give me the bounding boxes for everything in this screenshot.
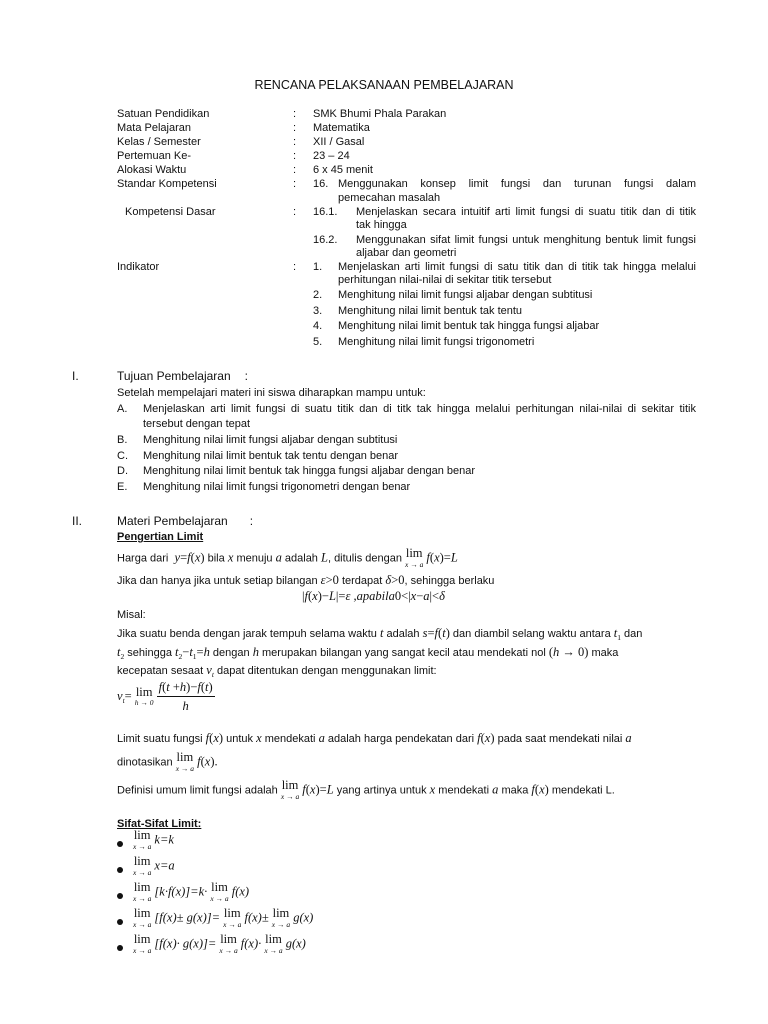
tujuan-text-cont: tersebut dengan tepat — [143, 418, 251, 430]
kd-number: 16.1. — [313, 206, 338, 218]
math: ( — [480, 731, 485, 745]
section-number: I. — [72, 369, 79, 383]
math: x=a — [154, 858, 175, 873]
math: − — [416, 589, 424, 603]
math: ( — [209, 731, 214, 745]
text-span: merupakan bilangan yang sangat kecil atau mendekati nol — [262, 647, 546, 659]
math: x — [227, 550, 234, 565]
math: x — [484, 731, 491, 745]
math: t — [613, 626, 618, 640]
math: f(x)± — [244, 910, 269, 925]
math: k=k — [154, 832, 174, 847]
math: t — [175, 645, 179, 659]
indikator-text: Menghitung nilai limit bentuk tak tentu — [338, 305, 523, 317]
math: = — [196, 645, 204, 659]
info-value: Matematika — [313, 122, 370, 134]
text-span: mendekati L. — [551, 784, 615, 797]
math: ( — [308, 589, 313, 603]
math: >0 — [325, 573, 339, 587]
math: L — [326, 782, 334, 797]
info-colon: : — [293, 122, 297, 134]
math: s — [422, 626, 428, 640]
math: a — [318, 731, 325, 745]
kd-text: Menggunakan sifat limit fungsi untuk menghitung bentuk limit fungsi — [356, 234, 696, 246]
math: f — [187, 550, 191, 565]
math: 2 — [178, 652, 183, 661]
fraction — [157, 680, 215, 714]
info-colon: : — [293, 261, 297, 273]
math: x — [204, 754, 211, 769]
math: t — [442, 626, 446, 640]
limit-operator: lim x → a — [133, 828, 152, 851]
sk-text: Menggunakan konsep limit fungsi dan turunan fungsi dalam — [338, 178, 696, 190]
limit-operator: lim x → a — [219, 932, 238, 955]
text-span: dan diambil selang waktu antara — [452, 628, 611, 640]
math: L — [321, 550, 328, 565]
bullet-icon — [117, 893, 123, 899]
math: t — [122, 695, 125, 705]
limit-operator: lim x → a — [405, 546, 424, 569]
text-span: menuju — [236, 552, 273, 565]
tujuan-text: Menjelaskan arti limit fungsi di suatu titik dan di titk tak hingga melalui perhitungan nilai-nilai di sekitar titik — [143, 403, 696, 415]
math: 2 — [120, 652, 125, 661]
math: ( — [200, 754, 205, 769]
math: ( — [534, 782, 540, 797]
math: h — [203, 645, 210, 659]
math: ). — [210, 754, 218, 769]
info-value: 23 – 24 — [313, 150, 350, 162]
text-span: dan — [624, 628, 643, 640]
info-label: Pertemuan Ke- — [117, 150, 191, 162]
info-value: XII / Gasal — [313, 136, 365, 148]
sifat-item — [133, 934, 306, 955]
subsection-heading: Pengertian Limit — [117, 531, 204, 543]
tujuan-text: Menghitung nilai limit bentuk tak hingga fungsi aljabar dengan benar — [143, 465, 476, 477]
section-heading-colon: : — [244, 369, 248, 383]
math: ) — [544, 782, 549, 797]
info-value: SMK Bhumi Phala Parakan — [313, 108, 447, 120]
math: a — [625, 731, 632, 745]
limit-operator: lim x → a — [133, 880, 152, 903]
limit-operator: lim x → a — [223, 906, 242, 929]
info-label: Indikator — [117, 261, 160, 273]
text-span: Definisi umum limit fungsi adalah — [117, 784, 278, 797]
bullet-icon — [117, 867, 123, 873]
math: y — [171, 550, 181, 565]
info-label: Mata Pelajaran — [117, 122, 191, 134]
text-span: dapat ditentukan dengan menggunakan limit: — [217, 665, 437, 677]
text-span: Harga dari — [117, 552, 169, 565]
indikator-text: Menjelaskan arti limit fungsi di satu titik dan di titik tak hingga melalui — [338, 261, 696, 273]
math: f — [205, 731, 210, 745]
math: f — [304, 589, 308, 603]
math: x — [213, 731, 219, 745]
math: ε — [320, 573, 326, 587]
math: ( — [438, 626, 443, 640]
math: 1 — [192, 652, 197, 661]
bullet-icon — [117, 945, 123, 951]
math: f — [197, 754, 201, 769]
math: = — [427, 626, 435, 640]
math: = — [180, 550, 188, 565]
math: x — [194, 550, 201, 565]
math: δ — [385, 573, 392, 587]
text-span: adalah — [386, 628, 420, 640]
text-span: Jika dan hanya jika untuk setiap bilangan — [117, 575, 318, 587]
math: )= — [315, 782, 327, 797]
math: ( — [429, 550, 435, 565]
text-span: kecepatan sesaat — [117, 665, 204, 677]
math: x — [312, 589, 318, 603]
denominator: h — [182, 699, 189, 713]
text-span: mendekati — [264, 733, 316, 745]
tujuan-text: Menghitung nilai limit bentuk tak tentu dengan benar — [143, 450, 399, 462]
math: ( — [190, 550, 195, 565]
sifat-item — [133, 856, 175, 877]
definition-line — [117, 548, 458, 569]
info-label: Satuan Pendidikan — [117, 108, 210, 120]
text-span: pada saat mendekati nilai — [497, 733, 623, 745]
document-title: RENCANA PELAKSANAAN PEMBELAJARAN — [254, 78, 514, 92]
tujuan-letter: C. — [117, 450, 128, 462]
info-colon: : — [293, 150, 297, 162]
indikator-text: Menghitung nilai limit bentuk tak hingga fungsi aljabar — [338, 320, 600, 332]
math: |< — [429, 589, 440, 603]
math: a — [275, 550, 282, 565]
kd-text-cont: aljabar dan geometri — [356, 247, 457, 259]
limit-operator: lim x → a — [133, 906, 152, 929]
math: [f(x)± g(x)]= — [154, 910, 221, 925]
math: f — [477, 731, 481, 745]
info-colon: : — [293, 178, 297, 190]
numerator: f(t +h)−f(t) — [157, 680, 215, 697]
math: ) — [445, 626, 450, 640]
text-span: bila — [207, 552, 225, 565]
math: >0 — [391, 573, 405, 587]
math: ( — [305, 782, 310, 797]
math: t — [379, 626, 384, 640]
text-span: adalah harga pendekatan dari — [327, 733, 475, 745]
math: x — [309, 782, 316, 797]
math: x — [429, 782, 436, 797]
tujuan-letter: B. — [117, 434, 128, 446]
math: t — [211, 670, 214, 679]
info-label: Kompetensi Dasar — [125, 206, 216, 218]
indikator-number: 1. — [313, 261, 323, 273]
math: ε ,apabila — [345, 589, 395, 603]
math: f — [302, 782, 306, 797]
math: f — [531, 782, 535, 797]
text-span: , ditulis dengan — [327, 552, 402, 565]
definition-line — [117, 573, 494, 588]
section-heading — [117, 369, 248, 383]
math: x — [256, 731, 262, 745]
math: ( — [548, 645, 553, 659]
section-number: II. — [72, 514, 83, 528]
info-label: Standar Kompetensi — [117, 178, 217, 190]
bullet-icon — [117, 841, 123, 847]
math: a — [492, 782, 499, 797]
limit-operator: lim x → a — [133, 932, 152, 955]
math: 1 — [617, 633, 621, 642]
indikator-text-cont: perhitungan nilai-nilai di sekitar titik tersebut — [338, 274, 552, 286]
info-colon: : — [293, 108, 297, 120]
math: [f(x)· g(x)]= — [154, 936, 217, 951]
kd-text-cont: tak hingga — [356, 219, 407, 231]
limit-operator: lim x → a — [264, 932, 283, 955]
math: |= — [335, 589, 346, 603]
text-span: maka — [501, 784, 529, 797]
kd-text: Menjelaskan secara intuitif arti limit fungsi di suatu titik dan di titik — [356, 206, 696, 218]
misal-label: Misal: — [117, 609, 146, 621]
info-label: Alokasi Waktu — [117, 164, 187, 176]
math: f(x) — [231, 884, 250, 899]
math: x — [434, 550, 440, 565]
velocity-formula — [117, 680, 215, 714]
info-label: Kelas / Semester — [117, 136, 201, 148]
math: )= — [439, 550, 451, 565]
math: f — [426, 550, 430, 565]
text-span: dengan — [212, 647, 250, 659]
tujuan-letter: D. — [117, 465, 128, 477]
sk-text-cont: pemecahan masalah — [338, 192, 441, 204]
math: )− — [317, 589, 329, 603]
text-span: sehingga — [127, 647, 172, 659]
sifat-item — [133, 882, 249, 903]
tujuan-intro: Setelah mempelajari materi ini siswa diharapkan mampu untuk: — [117, 387, 426, 399]
tujuan-text: Menghitung nilai limit fungsi trigonometri dengan benar — [143, 481, 411, 493]
sifat-item — [133, 908, 313, 929]
text-span: , sehingga berlaku — [404, 575, 495, 587]
paragraph-line — [117, 752, 218, 773]
math: ) — [200, 550, 205, 565]
indikator-number: 5. — [313, 336, 323, 348]
math: h — [252, 645, 259, 659]
math: = — [124, 688, 132, 703]
text-span: terdapat — [341, 575, 383, 587]
math: ) — [490, 731, 495, 745]
math: t — [117, 645, 121, 659]
text-span: Jika suatu benda dengan jarak tempuh selama waktu — [117, 628, 377, 640]
math: f(x)· — [240, 936, 262, 951]
paragraph-line — [117, 780, 615, 801]
text-span: maka — [591, 647, 619, 659]
sifat-heading: Sifat-Sifat Limit: — [117, 818, 202, 830]
text-span: adalah — [284, 552, 318, 565]
math: x — [539, 782, 545, 797]
text-span: untuk — [226, 733, 254, 745]
math: a — [423, 589, 430, 603]
math: | — [302, 589, 305, 603]
math: → 0) — [559, 645, 589, 659]
math: L — [328, 589, 336, 603]
math: f — [434, 626, 439, 640]
info-colon: : — [293, 164, 297, 176]
info-colon: : — [293, 206, 297, 218]
bullet-icon — [117, 919, 123, 925]
text-span: dinotasikan — [117, 756, 173, 769]
math: v — [206, 663, 212, 677]
info-colon: : — [293, 136, 297, 148]
info-value: 6 x 45 menit — [313, 164, 373, 176]
math: g(x) — [293, 910, 314, 925]
math: 0<| — [394, 589, 411, 603]
indikator-number: 2. — [313, 289, 323, 301]
text-span: Limit suatu fungsi — [117, 733, 203, 745]
indikator-number: 3. — [313, 305, 323, 317]
math: ) — [218, 731, 224, 745]
limit-operator: lim h → 0 — [134, 684, 154, 707]
indikator-number: 4. — [313, 320, 323, 332]
math: δ — [439, 589, 445, 603]
paragraph-line — [117, 645, 687, 660]
math: t — [189, 645, 193, 659]
section-heading-colon: : — [249, 514, 254, 528]
indikator-text: Menghitung nilai limit fungsi trigonometri — [338, 336, 535, 348]
text-span: mendekati — [438, 784, 490, 797]
limit-operator: lim x → a — [133, 854, 152, 877]
paragraph-line — [117, 663, 437, 678]
math: L — [450, 550, 458, 565]
tujuan-letter: E. — [117, 481, 128, 493]
text-span: yang artinya untuk — [336, 784, 427, 797]
sifat-item — [133, 830, 174, 851]
sk-number: 16. — [313, 178, 329, 190]
paragraph-line — [117, 731, 697, 746]
section-heading-text: Materi Pembelajaran — [117, 514, 228, 528]
math: h — [553, 645, 560, 659]
limit-operator: lim x → a — [210, 880, 229, 903]
math: v — [117, 688, 123, 703]
math: [k·f(x)]=k· — [154, 884, 208, 899]
tujuan-letter: A. — [117, 403, 128, 415]
paragraph-line — [117, 626, 642, 641]
kd-number: 16.2. — [313, 234, 338, 246]
tujuan-text: Menghitung nilai limit fungsi aljabar dengan subtitusi — [143, 434, 398, 446]
limit-operator: lim x → a — [175, 750, 195, 773]
indikator-text: Menghitung nilai limit fungsi aljabar dengan subtitusi — [338, 289, 593, 301]
math: − — [182, 645, 190, 659]
section-heading-text: Tujuan Pembelajaran — [117, 369, 231, 383]
math: x — [410, 589, 417, 603]
limit-operator: lim x → a — [280, 778, 300, 801]
epsilon-delta-formula — [302, 589, 445, 604]
math: g(x) — [285, 936, 306, 951]
section-heading — [117, 514, 253, 528]
limit-operator: lim x → a — [271, 906, 291, 929]
